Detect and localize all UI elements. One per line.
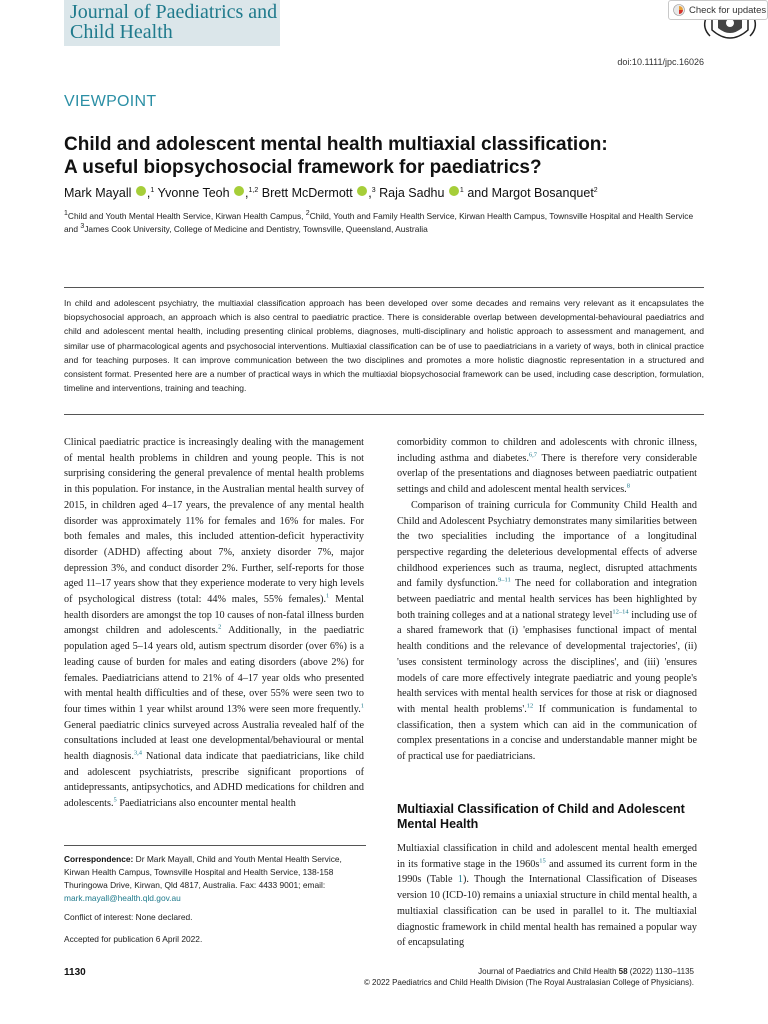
affiliation-sup: 1 (64, 210, 68, 218)
abstract: In child and adolescent psychiatry, the multiaxial classification approach has been developed over some decades and remains very relevant as it encapsulates the biopsychosocial approach, an approach which is also central to paediatric practice. There is considerable overlap between developmental-behavioural paediatrics and child and adolescent mental health, including presenting clinical problems, diagnoses, multi-disciplinary and holistic approach to assessment and management, and similar use of pharmacological agents and psychosocial interventions. Multiaxial classification can be of use to paediatricians in a variety of ways, both in clinical practice and for teaching purposes. It can improve communication between the two disciplines and promotes a more holistic diagnostic representation in a structured and consistent format. Presented here are a number of practical ways in which the multiaxial biopsychosocial framework can be used, including case description, formulation, timeline and interventions, training and teaching. (64, 298, 704, 394)
affiliation-text: James Cook University, College of Medicine and Dentistry, Townsville, Queensland, Australia (84, 224, 428, 234)
citation-link[interactable]: 1 (360, 702, 364, 710)
citation-link[interactable]: 8 (626, 482, 630, 490)
author-name[interactable]: Raja Sadhu (379, 186, 445, 200)
accepted-date: Accepted for publication 6 April 2022. (64, 934, 203, 944)
author-affiliation-sup: 2 (593, 186, 598, 194)
affiliation-text: Child and Youth Mental Health Service, Kirwan Health Campus, (67, 211, 306, 221)
section-heading: Multiaxial Classification of Child and Adolescent Mental Health (397, 802, 685, 831)
footer-journal-name: Journal of Paediatrics and Child Health (478, 967, 619, 976)
affiliations (64, 210, 704, 236)
journal-title-line2: Child Health (70, 21, 173, 43)
body-text: and assumed its current form in the 1990s (Table (397, 858, 697, 886)
author-name[interactable]: and Margot Bosanquet (467, 186, 594, 200)
check-for-updates-label: Check for updates (689, 4, 767, 16)
orcid-icon[interactable] (136, 186, 146, 196)
affiliation-text: Child, Youth and Family Health Service, Kirwan Health Campus, Townsville Hospital and Health Service and (64, 211, 694, 234)
footer-copyright: © 2022 Paediatrics and Child Health Division (The Royal Australasian College of Physicians). (363, 978, 694, 987)
body-text: General paediatric clinics surveyed across Australia revealed half of the consultations included at least one developmental/behavioural or mental health diagnosis. (64, 719, 364, 763)
doi[interactable]: doi:10.1111/jpc.16026 (617, 57, 704, 67)
author-affiliation-sup: 1 (150, 186, 155, 194)
citation-link[interactable]: 12–14 (612, 608, 629, 616)
correspondence (64, 853, 366, 905)
citation-link[interactable]: 1 (326, 592, 330, 600)
body-text: comorbidity common to children and adolescents with chronic illness, including asthma and diabetes. (397, 437, 697, 464)
author-affiliation-sup: 1 (459, 186, 464, 194)
orcid-icon[interactable] (449, 186, 459, 196)
orcid-icon[interactable] (357, 186, 367, 196)
body-text: Mental health disorders are amongst the top 10 causes of non-fatal illness burden amongst children and adolescents. (64, 594, 364, 637)
correspondence-email-link[interactable]: mark.mayall@health.qld.gov.au (64, 893, 181, 903)
citation-link[interactable]: 12 (526, 702, 534, 710)
article-title (64, 133, 704, 179)
body-column-left (64, 435, 364, 812)
body-text: Clinical paediatric practice is increasingly dealing with the management of mental health problems in children and young people. This is not surprising considering the general prevalence of mental health problems in this population. For instance, in the Australian mental health survey of 2015, in children aged 4–17 years, the prevalence of any mental health disorder was approximately 11% for females and 16% for males. For both females and males, this included attention-deficit hyperactivity disorder (ADHD) affecting about 7%, anxiety disorder 7%, major depression 3%, and conduct disorder 2%. Further, self-reports for those aged 11–17 years show that they experience moderate to very high levels of psychological distress (total: 44% males, 55% females). (64, 437, 364, 606)
citation-link[interactable]: 3,4 (133, 749, 142, 757)
citation-link[interactable]: 5 (113, 796, 117, 804)
check-for-updates-button[interactable] (668, 0, 768, 20)
author-list: Mark Mayall ,$^1$ Yvonne Teoh ,$^{1,2}$ Brett McDermott ,$^3$ Raja Sadhu $^1$ and Margot Bosanquet$^2$ (64, 186, 598, 200)
body-text: There is therefore very considerable overlap of the presentations and diagnoses between paediatric outpatient settings and child and adolescent mental health services. (397, 452, 697, 496)
citation-link[interactable]: 9–11 (497, 576, 511, 584)
body-text: ). Though the International Classification of Diseases version 10 (ICD-10) remains a uniaxial structure in child mental health, a multiaxial classification can be used in parallel to it. The multiaxial diagnostic framework in child mental health has remained a popular way of encapsulating (397, 874, 697, 949)
body-column-right-continued (397, 841, 697, 951)
page-number: 1130 (64, 967, 86, 978)
affiliation-sup: 3 (80, 223, 85, 231)
correspondence-divider (64, 845, 366, 846)
body-text: Multiaxial classification in child and adolescent mental health emerged in its formative stage in the 1960s (397, 843, 697, 870)
footer-citation (478, 967, 694, 976)
body-text: Comparison of training curricula for Community Child Health and Child and Adolescent Psychiatry demonstrates many similarities between the two specialities including the importance of a longitudinal perspective regarding the deleterious developmental effects of adverse childhood experiences such as trauma, neglect, disrupted attachments and family dysfunction. (397, 499, 697, 590)
citation-link[interactable]: 2 (218, 624, 222, 632)
body-text: Additionally, in the paediatric population aged 5–14 years old, autism spectrum disorder (over 6%) is a leading cause of burden for males and eating disorders (above 2%) for females. Paediatricians attend to 21% of 4–17 year olds who presented with mental health difficulties and of these, over 55% were seen two to four times within 1 year whilst around 13% were seen more frequently. (64, 625, 364, 715)
table-link[interactable]: 1 (457, 874, 463, 886)
section-label: VIEWPOINT (64, 93, 157, 110)
journal-title[interactable] (70, 2, 280, 42)
body-paragraph (397, 841, 697, 951)
body-paragraph (64, 435, 364, 812)
author-affiliation-sup: 1,2 (248, 186, 259, 194)
affiliation-sup: 2 (305, 210, 310, 218)
orcid-icon[interactable] (234, 186, 244, 196)
body-text: including use of a shared framework that (i) 'emphasises functional impact of mental health conditions and the relevance of developmental trajectories', (ii) 'uses consistent terminology across the disciplines', and (iii) 'ensures models of care more effectively integrate paediatric and young people's health services with mental health services for those at risk or diagnosed with mental health problems'. (397, 609, 697, 715)
body-paragraph (397, 435, 697, 498)
abstract-bottom-divider (64, 414, 704, 415)
author-name[interactable]: Yvonne Teoh (157, 186, 230, 200)
footer-pages: (2022) 1130–1135 (627, 967, 694, 976)
journal-title-line1: Journal of Paediatrics and (70, 1, 278, 23)
author-name[interactable]: Brett McDermott (261, 186, 353, 200)
body-column-right (397, 435, 697, 765)
body-text: The need for collaboration and integration between paediatric and mental health services has been highlighted by both training colleges and at a national strategy level (397, 578, 697, 621)
article-title-line1: Child and adolescent mental health multiaxial classification: (64, 134, 608, 155)
correspondence-label: Correspondence: (64, 854, 134, 864)
citation-link[interactable]: 6,7 (528, 451, 538, 459)
check-for-updates-icon (673, 4, 685, 16)
conflict-of-interest: Conflict of interest: None declared. (64, 912, 193, 922)
citation-link[interactable]: 15 (539, 857, 546, 865)
author-affiliation-sup: 3 (371, 186, 376, 194)
body-text: Paediatricians also encounter mental health (116, 798, 296, 810)
body-paragraph (397, 498, 697, 765)
author-name[interactable]: Mark Mayall (64, 186, 132, 200)
footer-volume: 58 (618, 967, 628, 976)
body-text: National data indicate that paediatricians, like child and adolescent psychiatrists, prescribe significant proportions of antidepressants, antipsychotics, and ADHD medications for children and adolescents. (64, 751, 364, 810)
body-text: If communication is fundamental to classification, then a system which can aid in the communication of complex presentations in a concise and understandable manner might be of practical use for paediatricians. (397, 703, 697, 763)
correspondence-text: Dr Mark Mayall, Child and Youth Mental Health Service, Kirwan Health Campus, Townsville Hospital and Health Service, 138-158 Thuringowa Drive, Kirwan, Qld 4817, Australia. Fax: 4433 9001; email: (64, 854, 342, 890)
abstract-top-divider (64, 287, 704, 288)
article-title-line2: A useful biopsychosocial framework for paediatrics? (64, 157, 542, 178)
